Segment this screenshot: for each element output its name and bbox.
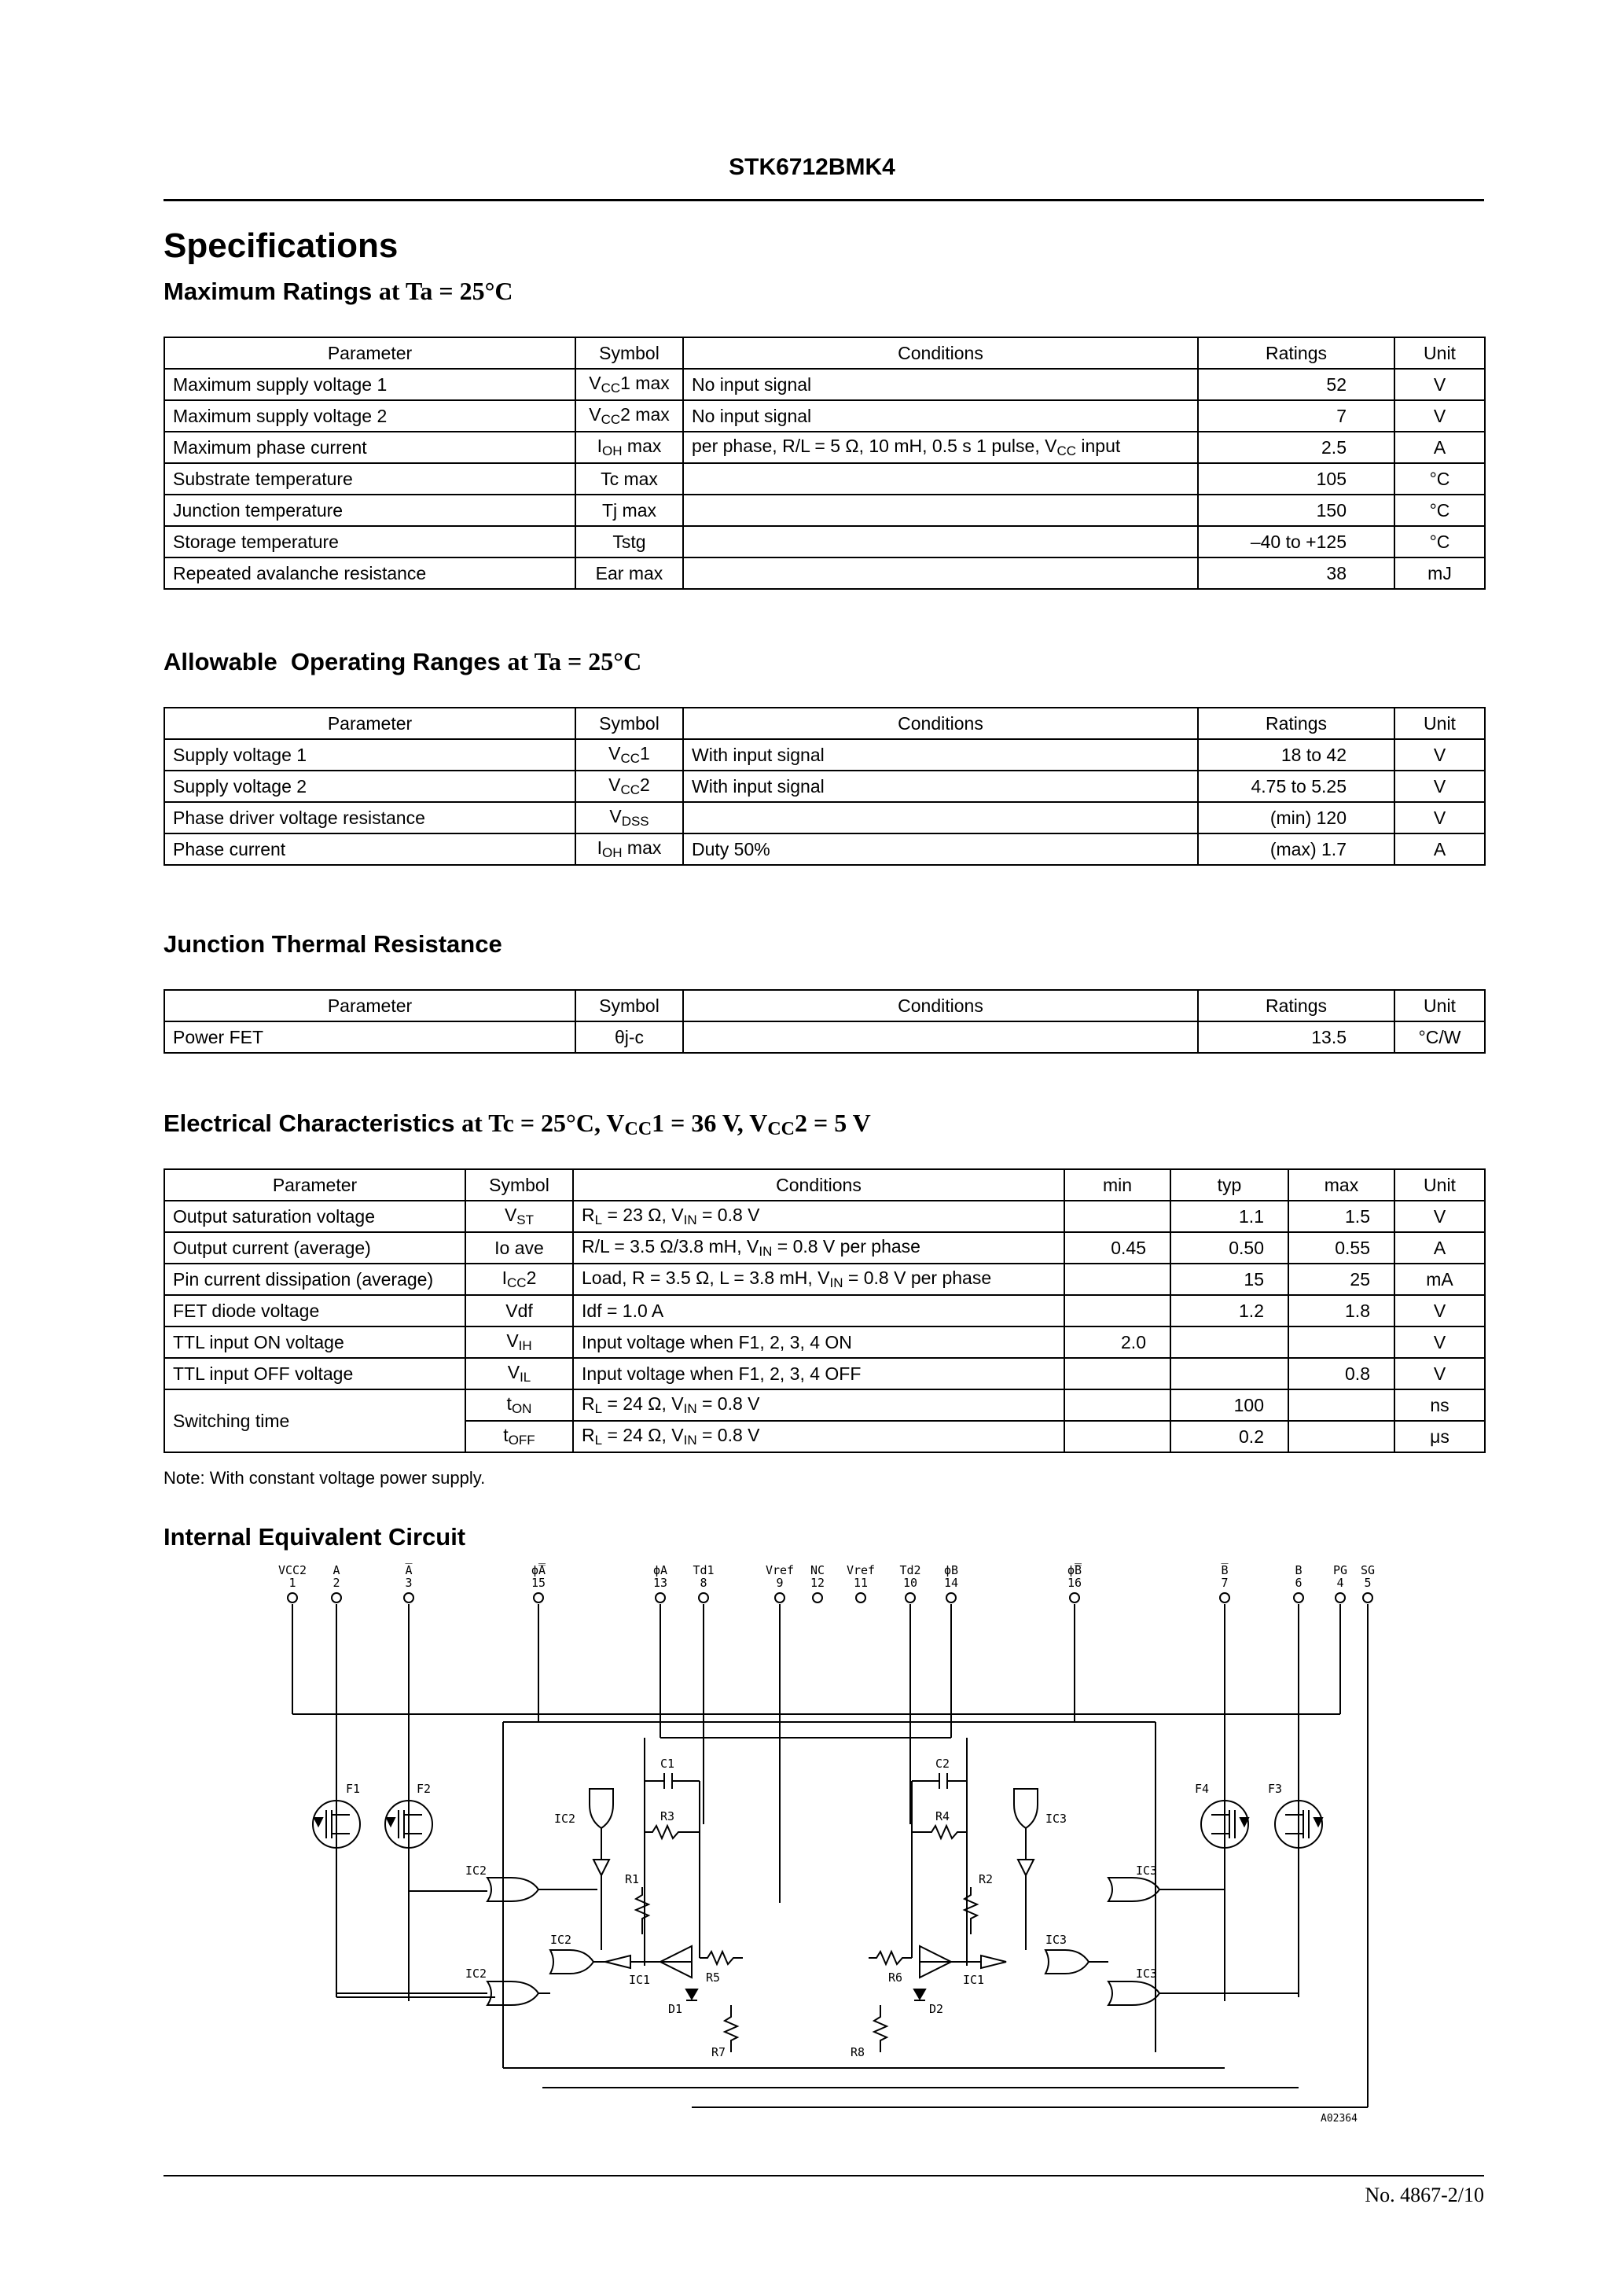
rating-cell: 52 — [1198, 369, 1394, 400]
pin-name: PG — [1332, 1563, 1348, 1577]
pin-terminal — [813, 1593, 822, 1602]
label-f2: F2 — [417, 1782, 432, 1796]
pin-name: SG — [1360, 1563, 1376, 1577]
pin-terminal — [856, 1593, 865, 1602]
pin-terminal — [1220, 1593, 1229, 1602]
table-row — [164, 771, 1485, 802]
pin-number: 16 — [1067, 1576, 1082, 1590]
parameter-cell: Output saturation voltage — [164, 1201, 465, 1232]
pin-name: Vref — [765, 1563, 795, 1577]
pin-terminal — [699, 1593, 708, 1602]
symbol-cell: $V_{CC}2$ max — [575, 400, 683, 432]
table-row — [164, 1264, 1485, 1295]
column-header: Unit — [1394, 990, 1485, 1021]
label-ic1: IC1 — [963, 1973, 985, 1987]
pin-name: ϕ̅A̅ — [531, 1563, 546, 1577]
min-cell — [1064, 1421, 1170, 1452]
pin-name: VCC2 — [277, 1563, 307, 1577]
equivalent-circuit-diagram — [259, 1563, 1391, 2125]
conditions-cell: $R_L = 24$ Ω, $V_{IN} = 0.8$ V — [573, 1389, 1064, 1421]
circuit-labels — [346, 1757, 1358, 2125]
rating-cell: 150 — [1198, 495, 1394, 526]
column-header: Conditions — [683, 708, 1198, 739]
thermal-heading: Junction Thermal Resistance — [164, 930, 502, 958]
column-header: Parameter — [164, 708, 575, 739]
label-r8: R8 — [851, 2045, 865, 2059]
unit-cell: A — [1394, 432, 1485, 463]
column-header: Symbol — [575, 708, 683, 739]
part-number-header: STK6712BMK4 — [729, 154, 895, 180]
unit-cell: A — [1394, 1232, 1485, 1264]
bus-lines — [292, 1714, 1368, 2107]
parameter-cell: Maximum supply voltage 2 — [164, 400, 575, 432]
rating-cell: 105 — [1198, 463, 1394, 495]
label-f3: F3 — [1268, 1782, 1283, 1796]
max-cell — [1288, 1421, 1394, 1452]
conditions-cell — [683, 1021, 1198, 1053]
table-row — [164, 833, 1485, 865]
max-cell — [1288, 1389, 1394, 1421]
unit-cell: V — [1394, 1326, 1485, 1358]
min-cell — [1064, 1358, 1170, 1389]
max-cell: 0.8 — [1288, 1358, 1394, 1389]
pin-terminal — [1070, 1593, 1079, 1602]
parameter-cell: Output current (average) — [164, 1232, 465, 1264]
unit-cell: A — [1394, 833, 1485, 865]
label-ic3: IC3 — [1136, 1864, 1158, 1878]
pin-terminal — [656, 1593, 665, 1602]
label-ic3: IC3 — [1045, 1933, 1067, 1947]
rating-cell: 2.5 — [1198, 432, 1394, 463]
parameter-cell: Switching time — [164, 1389, 465, 1452]
table-row — [164, 1358, 1485, 1389]
label-ic3: IC3 — [1045, 1812, 1067, 1826]
unit-cell: °C — [1394, 526, 1485, 557]
diagram-code: A02364 — [1321, 2113, 1358, 2125]
table-row — [164, 1232, 1485, 1264]
conditions-cell — [683, 463, 1198, 495]
typ-cell: 1.2 — [1170, 1295, 1288, 1326]
label-r2: R2 — [979, 1872, 994, 1886]
rating-cell: 7 — [1198, 400, 1394, 432]
symbol-cell: $V_{ST}$ — [465, 1201, 573, 1232]
conditions-cell: Idf = 1.0 A — [573, 1295, 1064, 1326]
symbol-cell: Tc max — [575, 463, 683, 495]
unit-cell: V — [1394, 1358, 1485, 1389]
rating-cell: (min) 120 — [1198, 802, 1394, 833]
column-header: Conditions — [683, 990, 1198, 1021]
label-ic2: IC2 — [465, 1967, 487, 1981]
typ-cell: 0.50 — [1170, 1232, 1288, 1264]
typ-cell: 1.1 — [1170, 1201, 1288, 1232]
parameter-cell: Phase driver voltage resistance — [164, 802, 575, 833]
parameter-cell: TTL input OFF voltage — [164, 1358, 465, 1389]
rating-cell: 18 to 42 — [1198, 739, 1394, 771]
pin-name: Td2 — [899, 1563, 921, 1577]
conditions-cell: No input signal — [683, 369, 1198, 400]
label-d2: D2 — [929, 2002, 944, 2016]
pin-name: B̅ — [1221, 1563, 1229, 1577]
pin-number: 6 — [1295, 1576, 1303, 1590]
parameter-cell: Maximum supply voltage 1 — [164, 369, 575, 400]
table-row — [164, 1021, 1485, 1053]
pin-number: 9 — [776, 1576, 784, 1590]
table-row — [164, 1326, 1485, 1358]
parameter-cell: Repeated avalanche resistance — [164, 557, 575, 589]
table-row — [164, 526, 1485, 557]
column-header: Symbol — [465, 1169, 573, 1201]
pin-name: NC — [810, 1563, 825, 1577]
column-header: Unit — [1394, 1169, 1485, 1201]
page-number: No. 4867-2/10 — [1365, 2184, 1484, 2206]
table-row — [164, 463, 1485, 495]
pin-number: 3 — [405, 1576, 413, 1590]
pin-number: 8 — [700, 1576, 707, 1590]
typ-cell: 15 — [1170, 1264, 1288, 1295]
symbol-cell: Tj max — [575, 495, 683, 526]
unit-cell: °C/W — [1394, 1021, 1485, 1053]
conditions-cell: Load, R = 3.5 Ω, L = 3.8 mH, $V_{IN} = 0.8$ V per phase — [573, 1264, 1064, 1295]
table-row — [164, 369, 1485, 400]
symbol-cell: $I_{OH}$ max — [575, 833, 683, 865]
min-cell: 2.0 — [1064, 1326, 1170, 1358]
column-header: Conditions — [683, 337, 1198, 369]
typ-cell: 100 — [1170, 1389, 1288, 1421]
unit-cell: V — [1394, 1201, 1485, 1232]
column-header: max — [1288, 1169, 1394, 1201]
symbol-cell: $t_{OFF}$ — [465, 1421, 573, 1452]
typ-cell — [1170, 1358, 1288, 1389]
pin-terminal — [1294, 1593, 1303, 1602]
label-ic1: IC1 — [629, 1973, 651, 1987]
unit-cell: mA — [1394, 1264, 1485, 1295]
symbol-cell: Vdf — [465, 1295, 573, 1326]
parameter-cell: Supply voltage 1 — [164, 739, 575, 771]
label-r5: R5 — [706, 1970, 721, 1985]
parameter-cell: Phase current — [164, 833, 575, 865]
column-header: Symbol — [575, 337, 683, 369]
label-r4: R4 — [935, 1809, 950, 1823]
column-header: Parameter — [164, 990, 575, 1021]
rating-cell: (max) 1.7 — [1198, 833, 1394, 865]
symbol-cell: Io ave — [465, 1232, 573, 1264]
column-header: Parameter — [164, 337, 575, 369]
label-f4: F4 — [1195, 1782, 1210, 1796]
operating-ranges-heading: Allowable Operating Ranges at Ta = 25°C — [164, 647, 642, 675]
parameter-cell: Maximum phase current — [164, 432, 575, 463]
column-header: Conditions — [573, 1169, 1064, 1201]
symbol-cell: θj-c — [575, 1021, 683, 1053]
conditions-cell: $R_L = 24$ Ω, $V_{IN} = 0.8$ V — [573, 1421, 1064, 1452]
electrical-heading: Electrical Characteristics at Tc = 25°C, $V_{CC}1 = 36$ V, $V_{CC}2 = 5$ V — [164, 1109, 871, 1139]
pin-number: 14 — [943, 1576, 959, 1590]
unit-cell: V — [1394, 400, 1485, 432]
pin-number: 4 — [1336, 1576, 1344, 1590]
pin-number: 1 — [288, 1576, 296, 1590]
rating-cell: 13.5 — [1198, 1021, 1394, 1053]
symbol-cell: $V_{CC}1$ — [575, 739, 683, 771]
unit-cell: mJ — [1394, 557, 1485, 589]
table-note: Note: With constant voltage power supply. — [164, 1468, 486, 1488]
table-header-row — [164, 337, 1485, 369]
label-r6: R6 — [888, 1970, 903, 1985]
unit-cell: V — [1394, 739, 1485, 771]
conditions-cell — [683, 526, 1198, 557]
parameter-cell: Power FET — [164, 1021, 575, 1053]
table-row — [164, 1201, 1485, 1232]
label-r1: R1 — [625, 1872, 640, 1886]
typ-cell: 0.2 — [1170, 1421, 1288, 1452]
page-title: Specifications — [164, 226, 399, 265]
pin-terminal — [288, 1593, 297, 1602]
pin-terminal — [775, 1593, 784, 1602]
pin-number: 2 — [333, 1576, 340, 1590]
column-header: typ — [1170, 1169, 1288, 1201]
pin-terminal — [946, 1593, 956, 1602]
max-ratings-table — [164, 337, 1486, 590]
min-cell — [1064, 1295, 1170, 1326]
parameter-cell: Supply voltage 2 — [164, 771, 575, 802]
column-header: Ratings — [1198, 337, 1394, 369]
column-header: Unit — [1394, 337, 1485, 369]
table-header-row — [164, 708, 1485, 739]
symbol-cell: Tstg — [575, 526, 683, 557]
pin-number: 13 — [652, 1576, 668, 1590]
symbol-cell: $V_{IH}$ — [465, 1326, 573, 1358]
table-header-row — [164, 990, 1485, 1021]
table-row — [164, 495, 1485, 526]
column-header: Unit — [1394, 708, 1485, 739]
unit-cell: °C — [1394, 495, 1485, 526]
pin-name: B — [1295, 1563, 1303, 1577]
pin-number: 5 — [1364, 1576, 1372, 1590]
conditions-cell: Input voltage when F1, 2, 3, 4 ON — [573, 1326, 1064, 1358]
unit-cell: V — [1394, 1295, 1485, 1326]
conditions-cell: per phase, R/L = 5 Ω, 10 mH, 0.5 s 1 pulse, $V_{CC}$ input — [683, 432, 1198, 463]
table-row — [164, 432, 1485, 463]
conditions-cell: No input signal — [683, 400, 1198, 432]
min-cell — [1064, 1264, 1170, 1295]
label-r3: R3 — [660, 1809, 675, 1823]
min-cell — [1064, 1389, 1170, 1421]
min-cell — [1064, 1201, 1170, 1232]
unit-cell: ns — [1394, 1389, 1485, 1421]
circuit-heading: Internal Equivalent Circuit — [164, 1523, 466, 1551]
parameter-cell: Junction temperature — [164, 495, 575, 526]
conditions-cell: With input signal — [683, 771, 1198, 802]
conditions-cell: Input voltage when F1, 2, 3, 4 OFF — [573, 1358, 1064, 1389]
pin-terminal — [534, 1593, 543, 1602]
rating-cell: 38 — [1198, 557, 1394, 589]
column-header: min — [1064, 1169, 1170, 1201]
table-header-row — [164, 1169, 1485, 1201]
parameter-cell: FET diode voltage — [164, 1295, 465, 1326]
max-cell: 0.55 — [1288, 1232, 1394, 1264]
analog-section — [636, 1738, 977, 2052]
pin-terminal — [404, 1593, 413, 1602]
column-header: Parameter — [164, 1169, 465, 1201]
conditions-cell: With input signal — [683, 739, 1198, 771]
conditions-cell: $R_L = 23$ Ω, $V_{IN} = 0.8$ V — [573, 1201, 1064, 1232]
thermal-table — [164, 989, 1486, 1054]
pin-terminal — [1363, 1593, 1372, 1602]
unit-cell: °C — [1394, 463, 1485, 495]
pin-number: 15 — [531, 1576, 546, 1590]
header-rule — [164, 199, 1484, 201]
table-row — [164, 1389, 1485, 1421]
pin-number: 11 — [853, 1576, 869, 1590]
table-row — [164, 400, 1485, 432]
pin-number: 10 — [902, 1576, 918, 1590]
pin-name: A̅ — [405, 1563, 413, 1577]
electrical-table — [164, 1168, 1486, 1453]
symbol-cell: Ear max — [575, 557, 683, 589]
max-cell: 25 — [1288, 1264, 1394, 1295]
conditions-cell: Duty 50% — [683, 833, 1198, 865]
column-header: Ratings — [1198, 990, 1394, 1021]
column-header: Ratings — [1198, 708, 1394, 739]
symbol-cell: $V_{CC}2$ — [575, 771, 683, 802]
max-ratings-heading: Maximum Ratings at Ta = 25°C — [164, 277, 513, 305]
pin-name: ϕA — [652, 1563, 668, 1577]
conditions-cell — [683, 495, 1198, 526]
pin-name: Vref — [846, 1563, 876, 1577]
operating-ranges-table — [164, 707, 1486, 866]
min-cell: 0.45 — [1064, 1232, 1170, 1264]
label-ic2: IC2 — [465, 1864, 487, 1878]
conditions-cell: R/L = 3.5 Ω/3.8 mH, $V_{IN} = 0.8$ V per phase — [573, 1232, 1064, 1264]
label-ic2: IC2 — [550, 1933, 572, 1947]
column-header: Symbol — [575, 990, 683, 1021]
symbol-cell: $V_{DSS}$ — [575, 802, 683, 833]
typ-cell — [1170, 1326, 1288, 1358]
max-cell — [1288, 1326, 1394, 1358]
conditions-cell — [683, 802, 1198, 833]
label-d1: D1 — [668, 2002, 683, 2016]
parameter-cell: TTL input ON voltage — [164, 1326, 465, 1358]
table-row — [164, 802, 1485, 833]
pin-number: 12 — [810, 1576, 825, 1590]
max-cell: 1.5 — [1288, 1201, 1394, 1232]
pin-terminal — [1336, 1593, 1345, 1602]
max-cell: 1.8 — [1288, 1295, 1394, 1326]
symbol-cell: $I_{CC}2$ — [465, 1264, 573, 1295]
table-row — [164, 557, 1485, 589]
pin-number: 7 — [1221, 1576, 1229, 1590]
parameter-cell: Storage temperature — [164, 526, 575, 557]
symbol-cell: $I_{OH}$ max — [575, 432, 683, 463]
label-ic3: IC3 — [1136, 1967, 1158, 1981]
pin-name: A — [333, 1563, 340, 1577]
footer-rule — [164, 2175, 1484, 2176]
pin-name: ϕB — [943, 1563, 959, 1577]
label-c2: C2 — [935, 1757, 950, 1771]
rating-cell: –40 to +125 — [1198, 526, 1394, 557]
rating-cell: 4.75 to 5.25 — [1198, 771, 1394, 802]
parameter-cell: Pin current dissipation (average) — [164, 1264, 465, 1295]
pin-name: Td1 — [693, 1563, 715, 1577]
symbol-cell: $V_{IL}$ — [465, 1358, 573, 1389]
pin-wires — [292, 1604, 1368, 2107]
pin-terminal — [906, 1593, 915, 1602]
label-ic2: IC2 — [554, 1812, 576, 1826]
label-c1: C1 — [660, 1757, 675, 1771]
label-r7: R7 — [711, 2045, 726, 2059]
table-row — [164, 1295, 1485, 1326]
label-f1: F1 — [346, 1782, 361, 1796]
unit-cell: μs — [1394, 1421, 1485, 1452]
unit-cell: V — [1394, 369, 1485, 400]
table-row — [164, 739, 1485, 771]
pin-terminal — [332, 1593, 341, 1602]
unit-cell: V — [1394, 802, 1485, 833]
parameter-cell: Substrate temperature — [164, 463, 575, 495]
symbol-cell: $t_{ON}$ — [465, 1389, 573, 1421]
unit-cell: V — [1394, 771, 1485, 802]
symbol-cell: $V_{CC}1$ max — [575, 369, 683, 400]
conditions-cell — [683, 557, 1198, 589]
pin-labels — [278, 1562, 1375, 1602]
pin-name: ϕ̅B̅ — [1067, 1563, 1082, 1577]
